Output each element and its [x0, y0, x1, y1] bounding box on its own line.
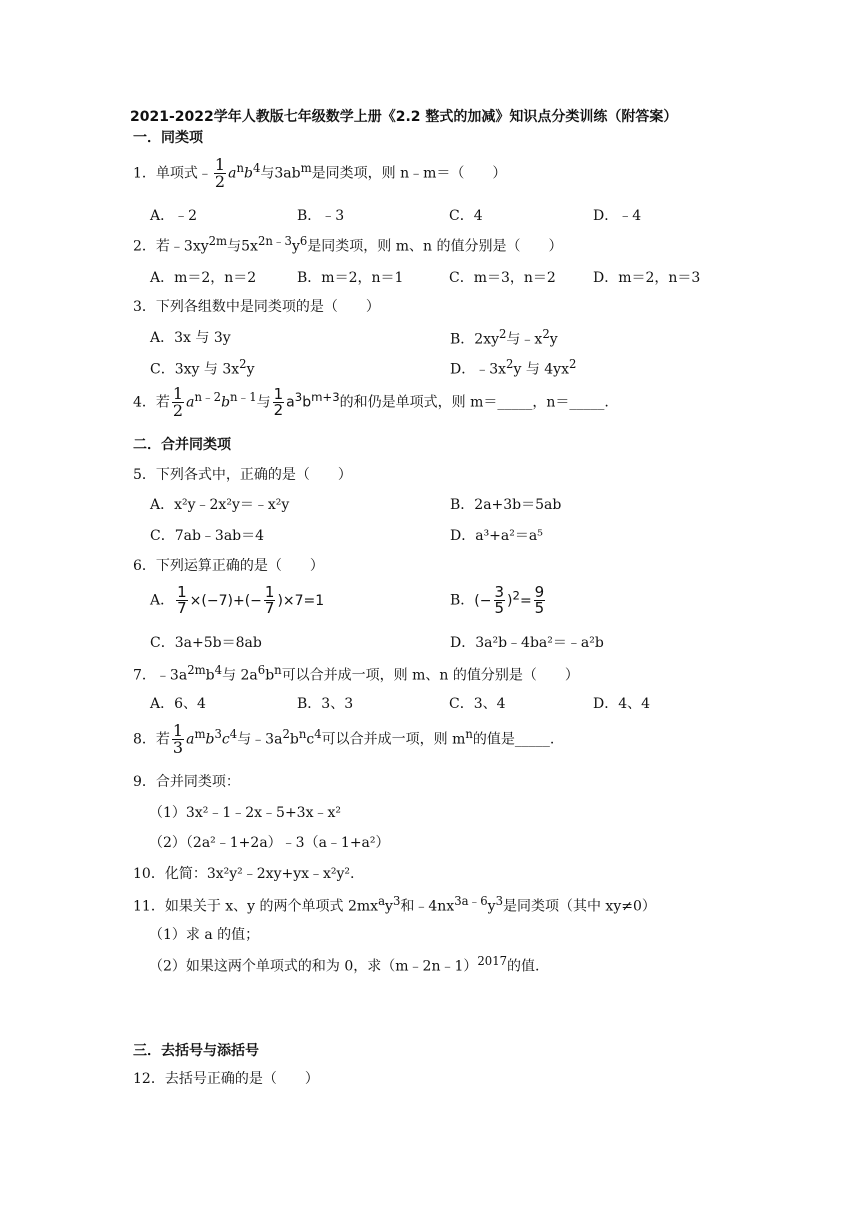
- question-5: 5．下列各式中，正确的是（ ）: [133, 467, 352, 483]
- q3-option-b: B．$2xy^2$与$﹣x^2y$: [450, 327, 558, 348]
- question-12: 12．去括号正确的是（ ）: [133, 1071, 319, 1087]
- q6-option-a: A． $\frac{1}{7}$ ×(−7)+(− $\frac{1}{7}$ )×7=1: [150, 583, 325, 617]
- question-10: 10．化简：3x²y²﹣2xy+yx﹣x²y².: [133, 866, 355, 882]
- fraction: $\frac{1}{7}$: [177, 583, 187, 617]
- q6-option-d: D．3a²b﹣4ba²＝﹣a²b: [450, 635, 604, 651]
- q2-option-b: B．m＝2，n＝1: [297, 270, 404, 286]
- fraction: $\frac{1}{2}$: [172, 384, 184, 420]
- fraction: $\frac{1}{3}$: [172, 721, 184, 757]
- question-7: 7．$﹣3a^{2m}b^4$与 $2a^6b^n$可以合并成一项，则 m、n 的值分别是（ ）: [133, 663, 579, 684]
- q2-option-a: A．m＝2，n＝2: [150, 270, 257, 286]
- q5-option-c: C．7ab﹣3ab＝4: [150, 528, 265, 544]
- q3-option-c: C．3xy 与 $3x^2y$: [150, 357, 255, 378]
- fraction: $\frac{9}{5}$: [534, 583, 545, 617]
- q7-option-a: A．6、4: [150, 696, 206, 712]
- q5-option-a: A．x²y﹣2x²y＝﹣x²y: [150, 497, 290, 513]
- q1-option-b: B．﹣3: [297, 208, 345, 224]
- section-heading-1: 一．同类项: [133, 130, 203, 146]
- question-4: 4．若 $\frac{1}{2}$ $a^{n﹣2}b^{n﹣1}$与 $\frac{1}{2}$ $a^3b^{m+3}$的和仍是单项式，则 m＝_____，n＝_____.: [133, 384, 609, 420]
- q5-option-d: D．a³+a²＝a⁵: [450, 528, 543, 544]
- section-heading-3: 三．去括号与添括号: [133, 1043, 259, 1059]
- q7-option-c: C．3、4: [449, 696, 506, 712]
- q5-option-b: B．2a+3b＝5ab: [450, 497, 562, 513]
- q7-option-b: B．3、3: [297, 696, 354, 712]
- question-8: 8．若 $\frac{1}{3}$ $a^mb^3c^4$与$﹣3a^2b^nc^4$可以合并成一项，则 $m^n$的值是_____.: [133, 721, 555, 757]
- fraction: $\frac{3}{5}$: [494, 583, 505, 617]
- fraction: $\frac{1}{2}$: [273, 385, 284, 419]
- q6-option-b: B．(− $\frac{3}{5}$ )$^2$= $\frac{9}{5}$: [450, 583, 545, 617]
- q3-option-a: A．3x 与 3y: [150, 330, 231, 346]
- page-title: 2021-2022学年人教版七年级数学上册《2.2 整式的加减》知识点分类训练（附答案）: [130, 109, 678, 125]
- q11-part-1: （1）求 a 的值；: [149, 927, 260, 943]
- q3-option-d: D．$﹣3x^2y$ 与 $4yx^2$: [450, 357, 577, 378]
- fraction: $\frac{1}{7}$: [264, 583, 275, 617]
- q1-option-d: D．﹣4: [593, 208, 642, 224]
- q6-option-c: C．3a+5b＝8ab: [150, 635, 262, 651]
- question-1: 1．单项式﹣ $\frac{1}{2}$ $a^nb^4$与$3ab^m$是同类项，则 n﹣m＝（ ）: [133, 155, 507, 191]
- q9-part-2: （2）（2a²﹣1+2a）﹣3（a﹣1+a²）: [149, 835, 390, 851]
- q11-part-2: （2）如果这两个单项式的和为 0，求（m﹣2n﹣1）$^{2017}$的值.: [149, 954, 540, 975]
- question-3: 3．下列各组数中是同类项的是（ ）: [133, 299, 380, 315]
- fraction: $\frac{1}{2}$: [214, 155, 226, 191]
- question-9: 9．合并同类项：: [133, 774, 240, 790]
- question-11: 11．如果关于 x、y 的两个单项式 $2mx^ay^3$和$﹣4nx^{3a﹣6}y^3$是同类项（其中 xy≠0）: [133, 894, 656, 915]
- question-2: 2．若$﹣3xy^{2m}$与$5x^{2n﹣3}y^6$是同类项，则 m、n 的值分别是（ ）: [133, 234, 563, 255]
- q1-option-a: A．﹣2: [150, 208, 198, 224]
- q7-option-d: D．4、4: [593, 696, 651, 712]
- q1-option-c: C．4: [449, 208, 483, 224]
- q2-option-c: C．m＝3，n＝2: [449, 270, 556, 286]
- q9-part-1: （1）3x²﹣1﹣2x﹣5+3x﹣x²: [149, 805, 341, 821]
- q2-option-d: D．m＝2，n＝3: [593, 270, 701, 286]
- question-6: 6．下列运算正确的是（ ）: [133, 558, 324, 574]
- section-heading-2: 二．合并同类项: [133, 437, 231, 453]
